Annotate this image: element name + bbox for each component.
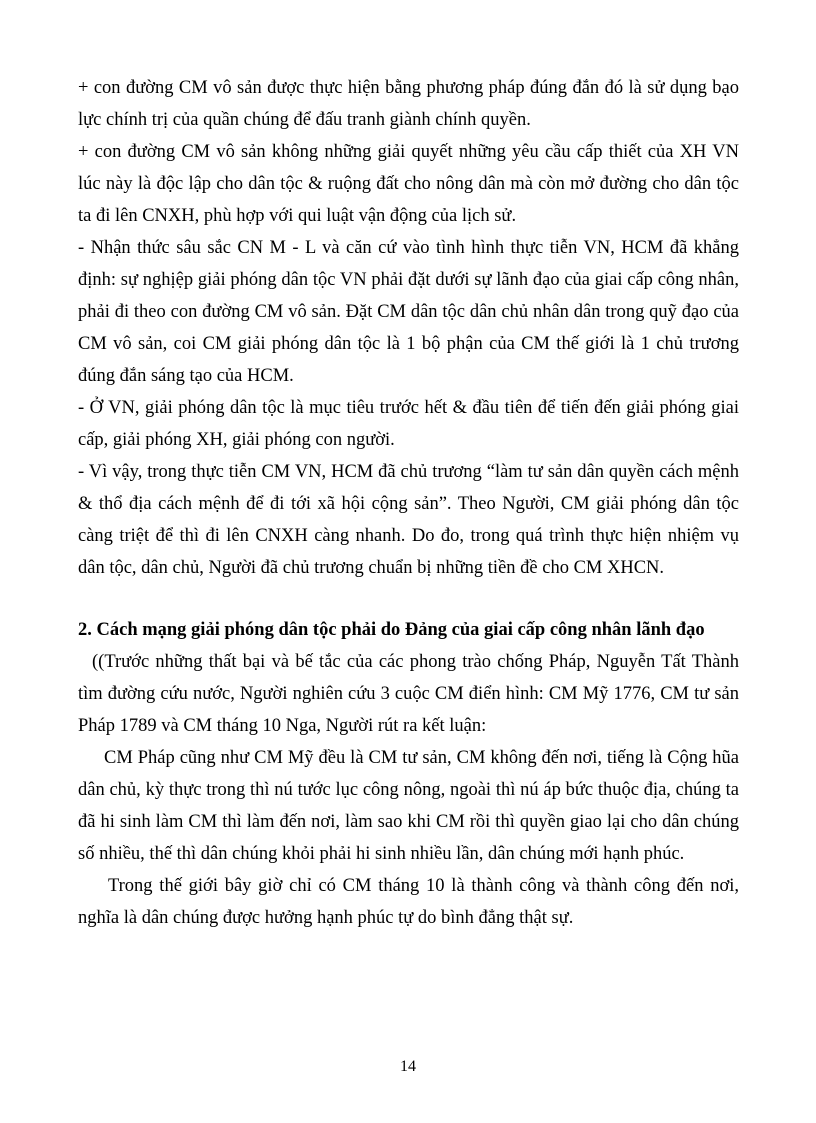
paragraph: - Ở VN, giải phóng dân tộc là mục tiêu trước hết & đầu tiên để tiến đến giải phóng giai cấp, giải phóng XH, giải phóng con người. xyxy=(78,398,739,450)
paragraph: - Vì vậy, trong thực tiễn CM VN, HCM đã chủ trương “làm tư sản dân quyền cách mệnh & thổ địa cách mệnh để đi tới xã hội cộng sản”. Theo Người, CM giải phóng dân tộc càng triệt để thì đi lên CNXH càng nhanh. Do đo, trong quá trình thực hiện nhiệm vụ dân tộc, dân chủ, Người đã chủ trương chuẩn bị những tiền đề cho CM XHCN. xyxy=(78,462,739,578)
section-spacer xyxy=(78,584,739,614)
section-heading: 2. Cách mạng giải phóng dân tộc phải do Đảng của giai cấp công nhân lãnh đạo xyxy=(78,620,705,640)
page-number: 14 xyxy=(400,1058,416,1075)
document-page xyxy=(78,72,739,934)
quote-paragraph: CM Pháp cũng như CM Mỹ đều là CM tư sản, CM không đến nơi, tiếng là Cộng hũa dân chủ, kỳ thực trong thì nú tước lục công nông, ngoài thì nú áp bức thuộc địa, chúng ta đã hi sinh làm CM thì làm đến nơi, làm sao khi CM rồi thì quyền giao lại cho dân chúng số nhiều, thế thì dân chúng khỏi phải hi sinh nhiều lần, dân chúng mới hạnh phúc. xyxy=(78,748,739,864)
quote-paragraph: Trong thế giới bây giờ chỉ có CM tháng 10 là thành công và thành công đến nơi, nghĩa là dân chúng được hưởng hạnh phúc tự do bình đẳng thật sự. xyxy=(78,876,739,928)
paragraph: - Nhận thức sâu sắc CN M - L và căn cứ vào tình hình thực tiễn VN, HCM đã khẳng định: sự nghịệp giải phóng dân tộc VN phải đặt dưới sự lãnh đạo của giai cấp công nhân, phải đi theo con đường CM vô sản. Đặt CM dân tộc dân chủ nhân dân trong quỹ đạo của CM vô sản, coi CM giải phóng dân tộc là 1 bộ phận của CM thế giới là 1 chủ trương đúng đắn sáng tạo của HCM. xyxy=(78,238,739,386)
paragraph: + con đường CM vô sản không những giải quyết những yêu cầu cấp thiết của XH VN lúc này là độc lập cho dân tộc & ruộng đất cho nông dân mà còn mở đường cho dân tộc ta đi lên CNXH, phù hợp với qui luật vận động của lịch sử. xyxy=(78,142,739,226)
paragraph: ((Trước những thất bại và bế tắc của các phong trào chống Pháp, Nguyễn Tất Thành tìm đường cứu nước, Người nghiên cứu 3 cuộc CM điển hình: CM Mỹ 1776, CM tư sản Pháp 1789 và CM tháng 10 Nga, Người rút ra kết luận: xyxy=(78,652,739,736)
paragraph: + con đường CM vô sản được thực hiện bằng phương pháp đúng đắn đó là sử dụng bạo lực chính trị của quần chúng để đấu tranh giành chính quyền. xyxy=(78,78,739,130)
